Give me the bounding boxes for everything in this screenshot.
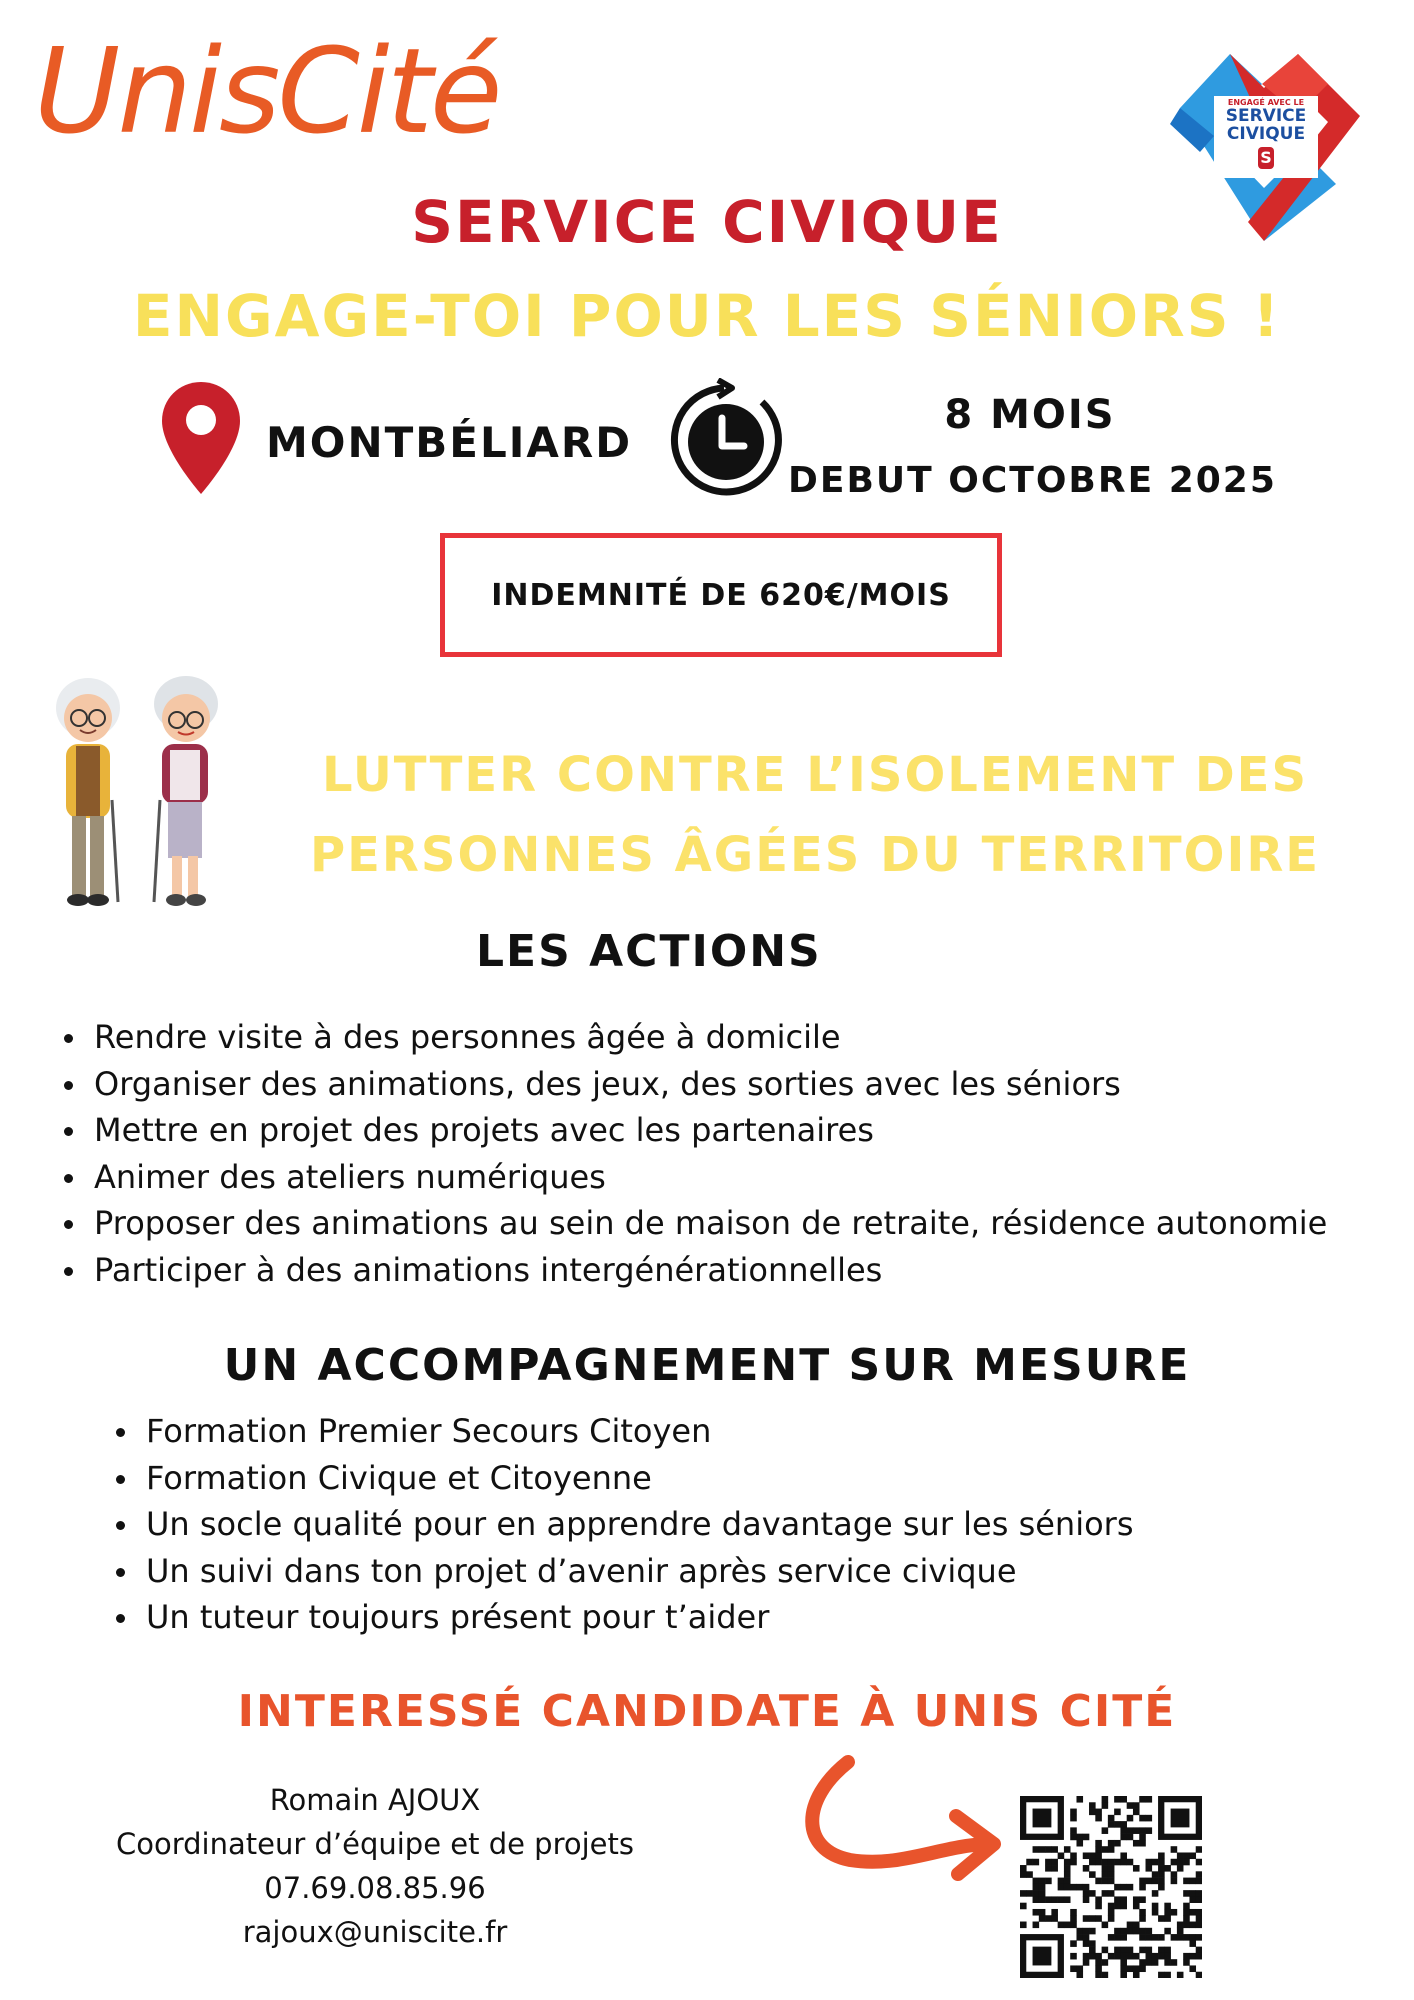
allowance-box — [440, 533, 1002, 657]
contact-phone[interactable]: 07.69.08.85.96 — [264, 1871, 486, 1905]
location-pin-icon — [160, 380, 242, 500]
list-item: Formation Civique et Citoyenne — [110, 1455, 1134, 1502]
list-item: Proposer des animations au sein de maison de retraite, résidence autonomie — [58, 1200, 1327, 1247]
clock-icon — [666, 378, 786, 504]
list-item: Un socle qualité pour en apprendre davantage sur les séniors — [110, 1501, 1134, 1548]
support-list — [110, 1408, 1134, 1641]
seniors-couple-illustration — [36, 670, 236, 924]
mission-start-date: DEBUT OCTOBRE 2025 — [788, 460, 1277, 501]
location-city: MONTBÉLIARD — [266, 418, 633, 467]
qr-code-icon — [1020, 1796, 1202, 1978]
list-item: Rendre visite à des personnes âgée à domicile — [58, 1014, 1327, 1061]
list-item: Organiser des animations, des jeux, des sorties avec les séniors — [58, 1061, 1327, 1108]
badge-service: SERVICE — [1225, 106, 1307, 126]
badge-civique: CIVIQUE — [1226, 124, 1306, 144]
contact-block — [60, 1778, 690, 1954]
actions-list — [58, 1014, 1327, 1293]
mission-line-1: LUTTER CONTRE L’ISOLEMENT DES — [321, 747, 1309, 803]
allowance-text: INDEMNITÉ DE 620€/MOIS — [491, 577, 951, 613]
list-item: Animer des ateliers numériques — [58, 1154, 1327, 1201]
support-heading: UN ACCOMPAGNEMENT SUR MESURE — [223, 1340, 1191, 1391]
badge-caption: ENGAGÉ AVEC LE — [1227, 98, 1305, 107]
contact-email[interactable]: rajoux@uniscite.fr — [242, 1915, 508, 1949]
mission-line-2: PERSONNES ÂGÉES DU TERRITOIRE — [309, 827, 1321, 883]
contact-role: Coordinateur d’équipe et de projets — [116, 1827, 634, 1861]
list-item: Participer à des animations intergénérationnelles — [58, 1247, 1327, 1294]
contact-name: Romain AJOUX — [269, 1783, 481, 1817]
mission-duration: 8 MOIS — [944, 392, 1116, 438]
list-item: Mettre en projet des projets avec les partenaires — [58, 1107, 1327, 1154]
list-item: Un tuteur toujours présent pour t’aider — [110, 1594, 1134, 1641]
list-item: Formation Premier Secours Citoyen — [110, 1408, 1134, 1455]
badge-s-mark-icon: S — [1258, 147, 1274, 169]
call-to-action: INTERESSÉ CANDIDATE À UNIS CITÉ — [237, 1686, 1177, 1737]
logo-wordmark: UnisCité — [34, 22, 500, 160]
page-subtitle: ENGAGE-TOI POUR LES SÉNIORS ! — [132, 282, 1282, 350]
page-title: SERVICE CIVIQUE — [411, 188, 1003, 256]
curved-arrow-icon — [790, 1750, 1010, 1914]
list-item: Un suivi dans ton projet d’avenir après service civique — [110, 1548, 1134, 1595]
qr-code[interactable] — [1020, 1796, 1202, 1982]
actions-heading: LES ACTIONS — [476, 926, 822, 977]
mission-statement — [290, 735, 1340, 895]
uniscite-logo — [34, 22, 499, 160]
